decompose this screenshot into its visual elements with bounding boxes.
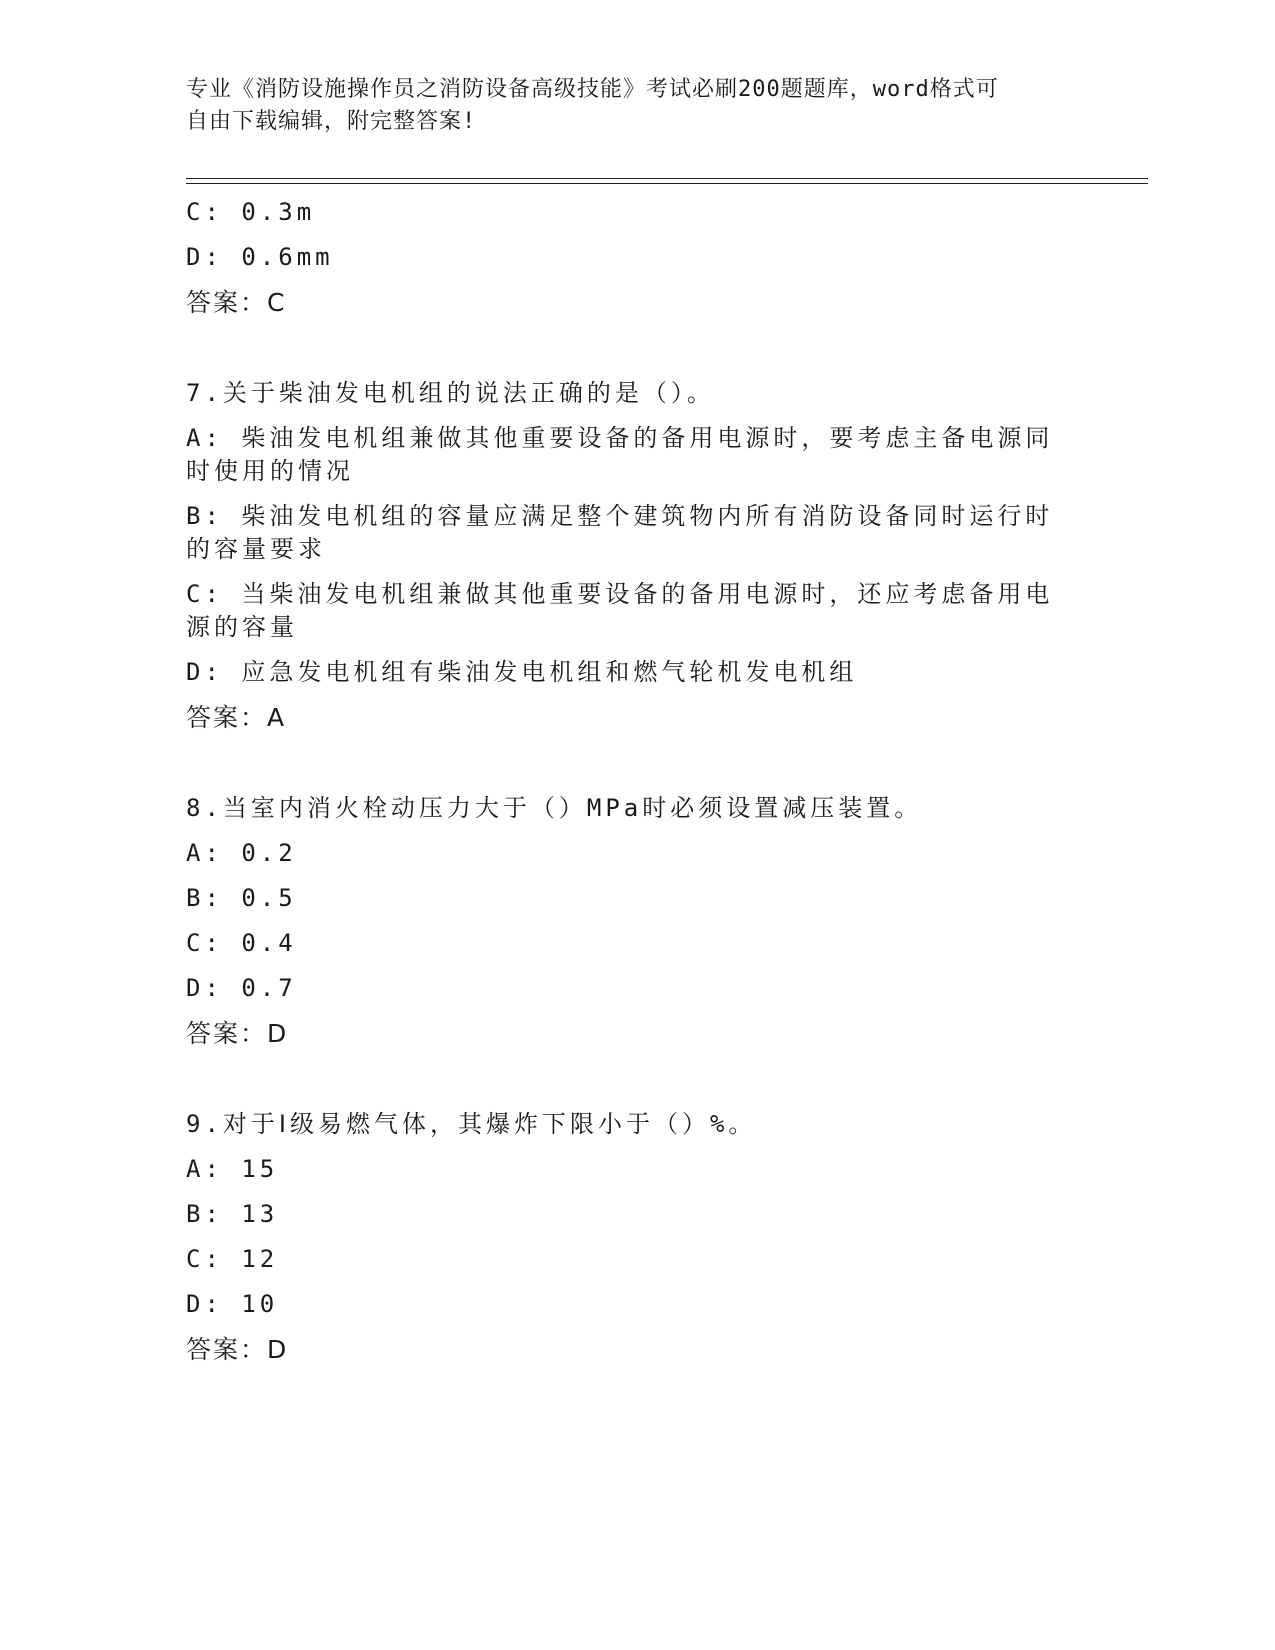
option-a-line-1: A: 柴油发电机组兼做其他重要设备的备用电源时，要考虑主备电源同 <box>186 424 1054 452</box>
answer: 答案：C <box>186 288 287 317</box>
question-stem: 8.当室内消火栓动压力大于（）MPa时必须设置减压装置。 <box>186 794 923 822</box>
option-a <box>186 416 1066 494</box>
answer: 答案：D <box>186 1019 289 1048</box>
header-rule-top <box>186 178 1148 179</box>
answer: 答案：A <box>186 703 287 732</box>
option-b <box>186 494 1066 572</box>
question-7 <box>186 371 1086 740</box>
option-c: C: 0.3m <box>186 198 316 226</box>
option-b-line-1: B: 柴油发电机组的容量应满足整个建筑物内所有消防设备同时运行时 <box>186 502 1054 530</box>
header-line-1: 专业《消防设施操作员之消防设备高级技能》考试必刷200题题库，word格式可 <box>186 77 999 102</box>
question-9 <box>186 1102 1086 1372</box>
question-stem: 9.对于Ⅰ级易燃气体，其爆炸下限小于（）%。 <box>186 1110 757 1138</box>
question-8 <box>186 786 1086 1056</box>
answer: 答案：D <box>186 1335 289 1364</box>
option-d: D: 0.6mm <box>186 243 334 271</box>
question-6-tail <box>186 190 1086 325</box>
option-c: C: 12 <box>186 1245 279 1273</box>
option-b-line-2: 的容量要求 <box>186 535 326 563</box>
option-a-line-2: 时使用的情况 <box>186 457 354 485</box>
question-list <box>186 190 1086 1372</box>
header-rule-bottom <box>186 183 1148 184</box>
header-line-2: 自由下载编辑，附完整答案! <box>186 109 477 134</box>
option-c: C: 0.4 <box>186 929 297 957</box>
option-d: D: 10 <box>186 1290 279 1318</box>
option-d: D: 0.7 <box>186 974 297 1002</box>
option-b: B: 0.5 <box>186 884 297 912</box>
document-header <box>186 74 1066 138</box>
option-c <box>186 572 1066 650</box>
option-a: A: 15 <box>186 1155 279 1183</box>
question-stem: 7.关于柴油发电机组的说法正确的是（）。 <box>186 379 715 407</box>
option-a: A: 0.2 <box>186 839 297 867</box>
option-b: B: 13 <box>186 1200 279 1228</box>
option-c-line-2: 源的容量 <box>186 613 298 641</box>
option-c-line-1: C: 当柴油发电机组兼做其他重要设备的备用电源时，还应考虑备用电 <box>186 580 1054 608</box>
option-d: D: 应急发电机组有柴油发电机组和燃气轮机发电机组 <box>186 658 858 686</box>
